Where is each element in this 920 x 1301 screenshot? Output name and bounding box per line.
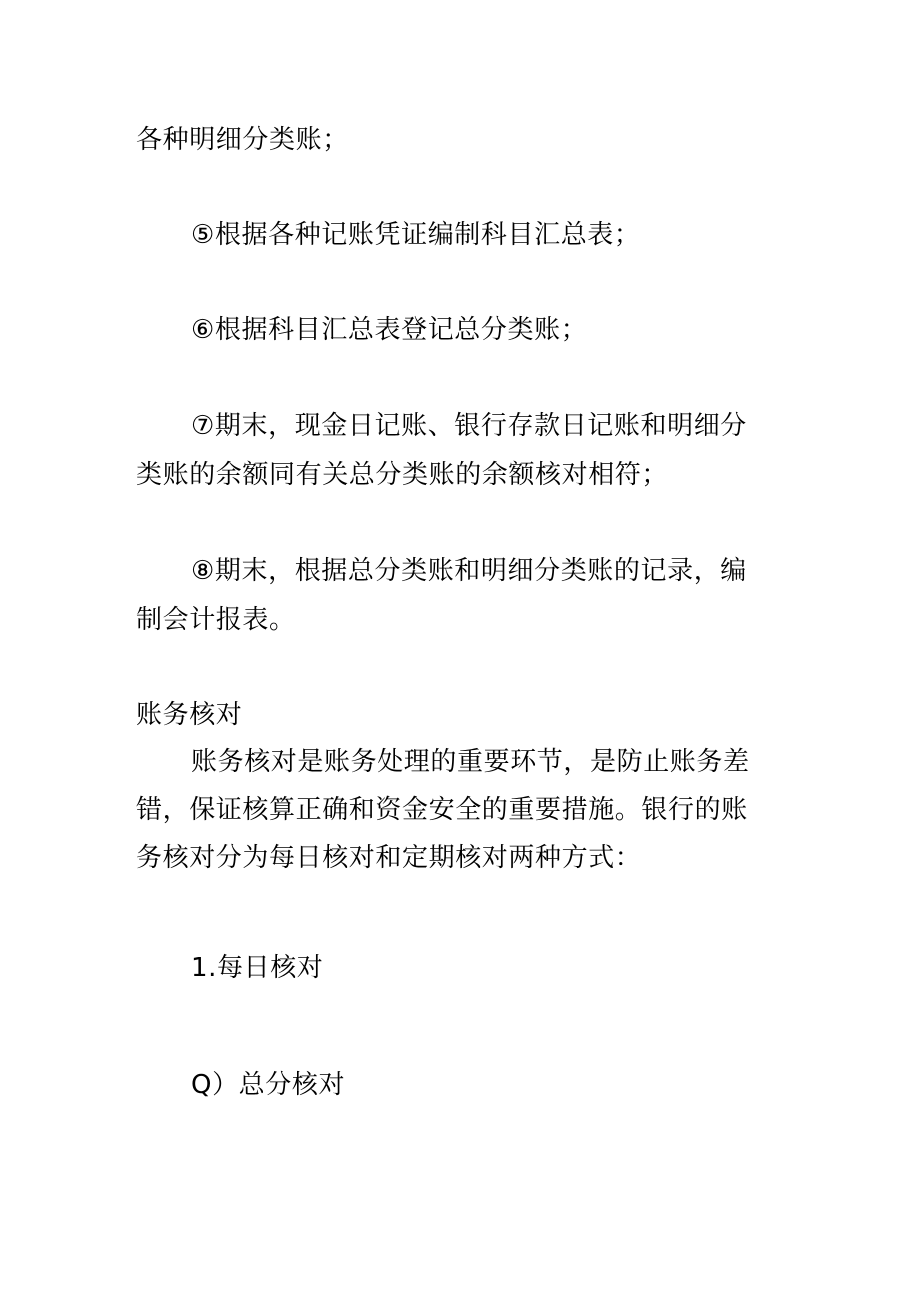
text-line-2: ⑤根据各种记账凭证编制科目汇总表； [191,220,641,250]
text-line-6: ⑧期末，根据总分类账和明细分类账的记录，编 [191,556,747,586]
section-heading: 账务核对 [136,700,243,730]
text-line-4: ⑦期末，现金日记账、银行存款日记账和明细分 [191,411,747,441]
subheading-daily-check: 1.每日核对 [191,953,324,983]
text-line-7: 制会计报表。 [136,605,296,635]
text-line-10: 错，保证核算正确和资金安全的重要措施。银行的账 [136,795,748,825]
text-line-5: 类账的余额同有关总分类账的余额核对相符； [136,460,669,490]
text-line-9: 账务核对是账务处理的重要环节，是防止账务差 [191,747,750,777]
text-line-11: 务核对分为每日核对和定期核对两种方式： [136,843,642,873]
text-line-3: ⑥根据科目汇总表登记总分类账； [191,315,588,345]
text-line-1: 各种明细分类账； [136,125,349,155]
subheading-total-check: Q）总分核对 [191,1070,346,1100]
